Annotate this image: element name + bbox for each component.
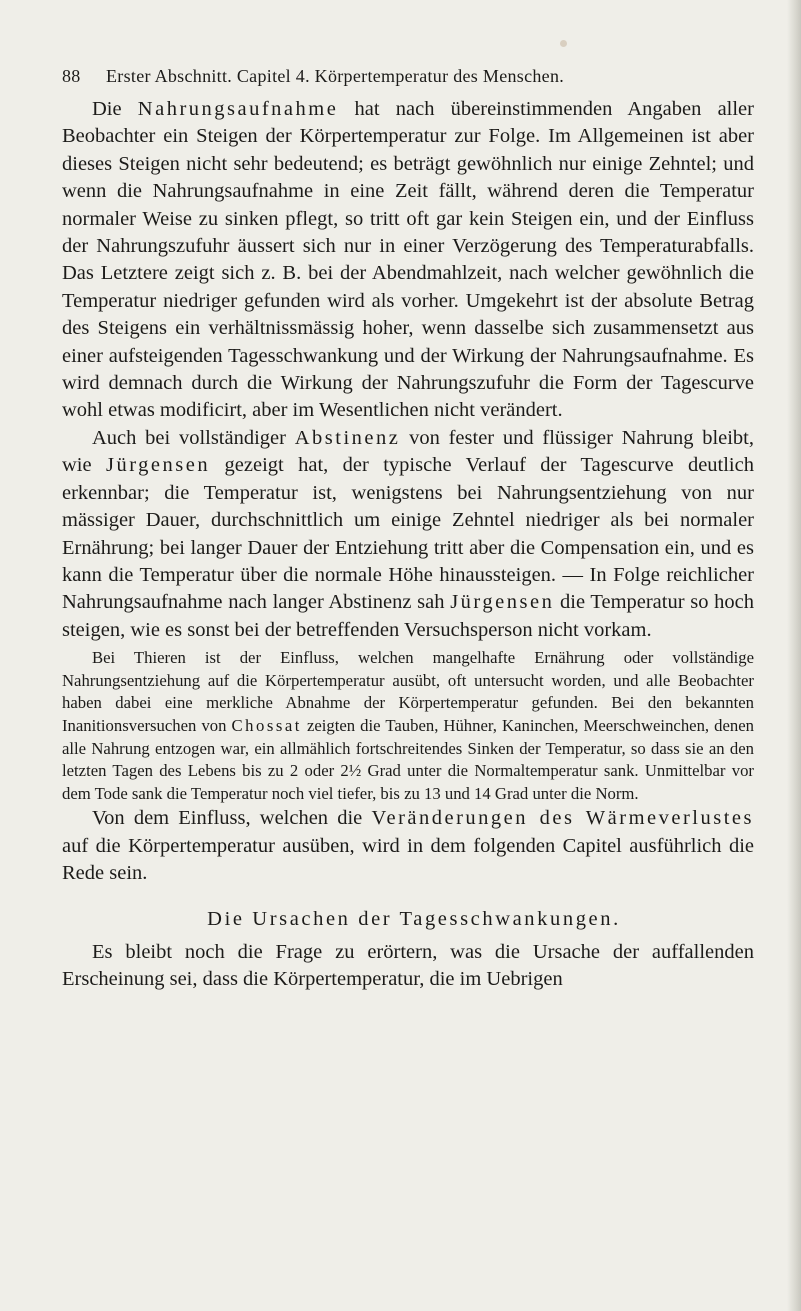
paragraph-ursache [62, 939, 754, 994]
section-heading: Die Ursachen der Tagesschwankungen. [207, 907, 621, 930]
text-run: von fester und flüssiger Nahrung bleibt, wie [62, 426, 755, 477]
page-body [62, 96, 754, 993]
page-number: 88 [62, 66, 81, 86]
text-run: Die [92, 98, 138, 120]
running-title: Erster Abschnitt. Capitel 4. Körpertemperatur des Menschen. [106, 66, 565, 86]
spaced-term: Veränderungen des Wärmeverlustes [371, 807, 754, 830]
paragraph-waermeverlust [62, 805, 754, 887]
text-run: zeigten die Tauben, Hühner, Kaninchen, Meerschweinchen, denen alle Nahrung entzogen war, ein allmählich fortschreitendes Sinken der Temperatur, so dass sie an den letzten Tagen des Lebens bis zu 2 oder 2½ Grad unter die Normaltemperatur sank. Unmittelbar vor dem Tode sank die Temperatur noch viel tiefer, bis zu 13 und 14 Grad unter die Norm. [62, 715, 754, 803]
spaced-name: Jürgensen [106, 454, 211, 477]
text-run: gezeigt hat, der typische Verlauf der Tagescurve deutlich erkennbar; die Temperatur ist, wenigstens bei Nahrungsentziehung von nur mässiger Dauer, durchschnittlich um einige Zehntel niedriger als bei normaler Ernährung; bei langer Dauer der Entziehung tritt aber die Compensation ein, und es kann die Temperatur über die normale Höhe hinaussteigen. — In Folge reichlicher Nahrungsaufnahme nach langer Abstinenz sah [62, 454, 754, 614]
main-text [62, 96, 754, 644]
text-run: hat nach übereinstimmenden Angaben aller Beobachter ein Steigen der Körpertemperatur zur Folge. Im Allgemeinen ist aber dieses Steigen nicht sehr bedeutend; es beträgt gewöhnlich nur einige Zehntel; und wenn die Nahrungsaufnahme in eine Zeit fällt, während deren die Temperatur normaler Weise zu sinken pflegt, so tritt oft gar kein Steigen ein, und der Einfluss der Nahrungszufuhr äussert sich nur in einer Verzögerung des Temperaturabfalls. Das Letztere zeigt sich z. B. bei der Abendmahlzeit, nach welcher gewöhnlich die Temperatur niedriger gefunden wird als vorher. Umgekehrt ist der absolute Betrag des Steigens ein verhältnissmässig hoher, wenn dasselbe sich zusammensetzt aus einer aufsteigenden Tagesschwankung und der Wirkung der Nahrungsaufnahme. Es wird demnach durch die Wirkung der Nahrungszufuhr die Form der Tagescurve wohl etwas modificirt, aber im Wesentlichen nicht verändert. [62, 98, 754, 422]
paragraph-abstinenz [62, 425, 754, 644]
main-text-final [62, 939, 754, 994]
text-run: Es bleibt noch die Frage zu erörtern, was die Ursache der auffallenden Erscheinung sei, dass die Körpertemperatur, die im Uebrigen [62, 940, 754, 990]
main-text-continued [62, 805, 754, 887]
spaced-term: Abstinenz [294, 426, 401, 449]
text-run: die Temperatur so hoch steigen, wie es sonst bei der betreffenden Versuchsperson nicht vorkam. [62, 591, 755, 641]
text-run: Von dem Einfluss, welchen die [92, 807, 372, 830]
spaced-name: Jürgensen [450, 591, 555, 614]
paragraph-nahrungsaufnahme [62, 96, 754, 425]
paper-spot [560, 40, 567, 47]
text-run: auf die Körpertemperatur ausüben, wird in dem folgenden Capitel ausführlich die Rede sein. [62, 834, 754, 885]
text-run: Auch bei vollständiger [92, 426, 295, 449]
paragraph-thieren [62, 647, 754, 805]
running-header [62, 64, 752, 88]
small-print-note [62, 647, 754, 805]
spaced-term: Nahrungsaufnahme [137, 98, 339, 120]
spaced-name: Chossat [231, 715, 302, 735]
text-run: Bei Thieren ist der Einfluss, welchen mangelhafte Ernährung oder vollständige Nahrungsentziehung auf die Körpertemperatur ausübt, oft untersucht worden, und alle Beobachter haben dabei eine merkliche Abnahme der Körpertemperatur gefunden. Bei den bekannten Inanitionsversuchen von [62, 648, 754, 735]
page-edge [787, 0, 801, 1311]
